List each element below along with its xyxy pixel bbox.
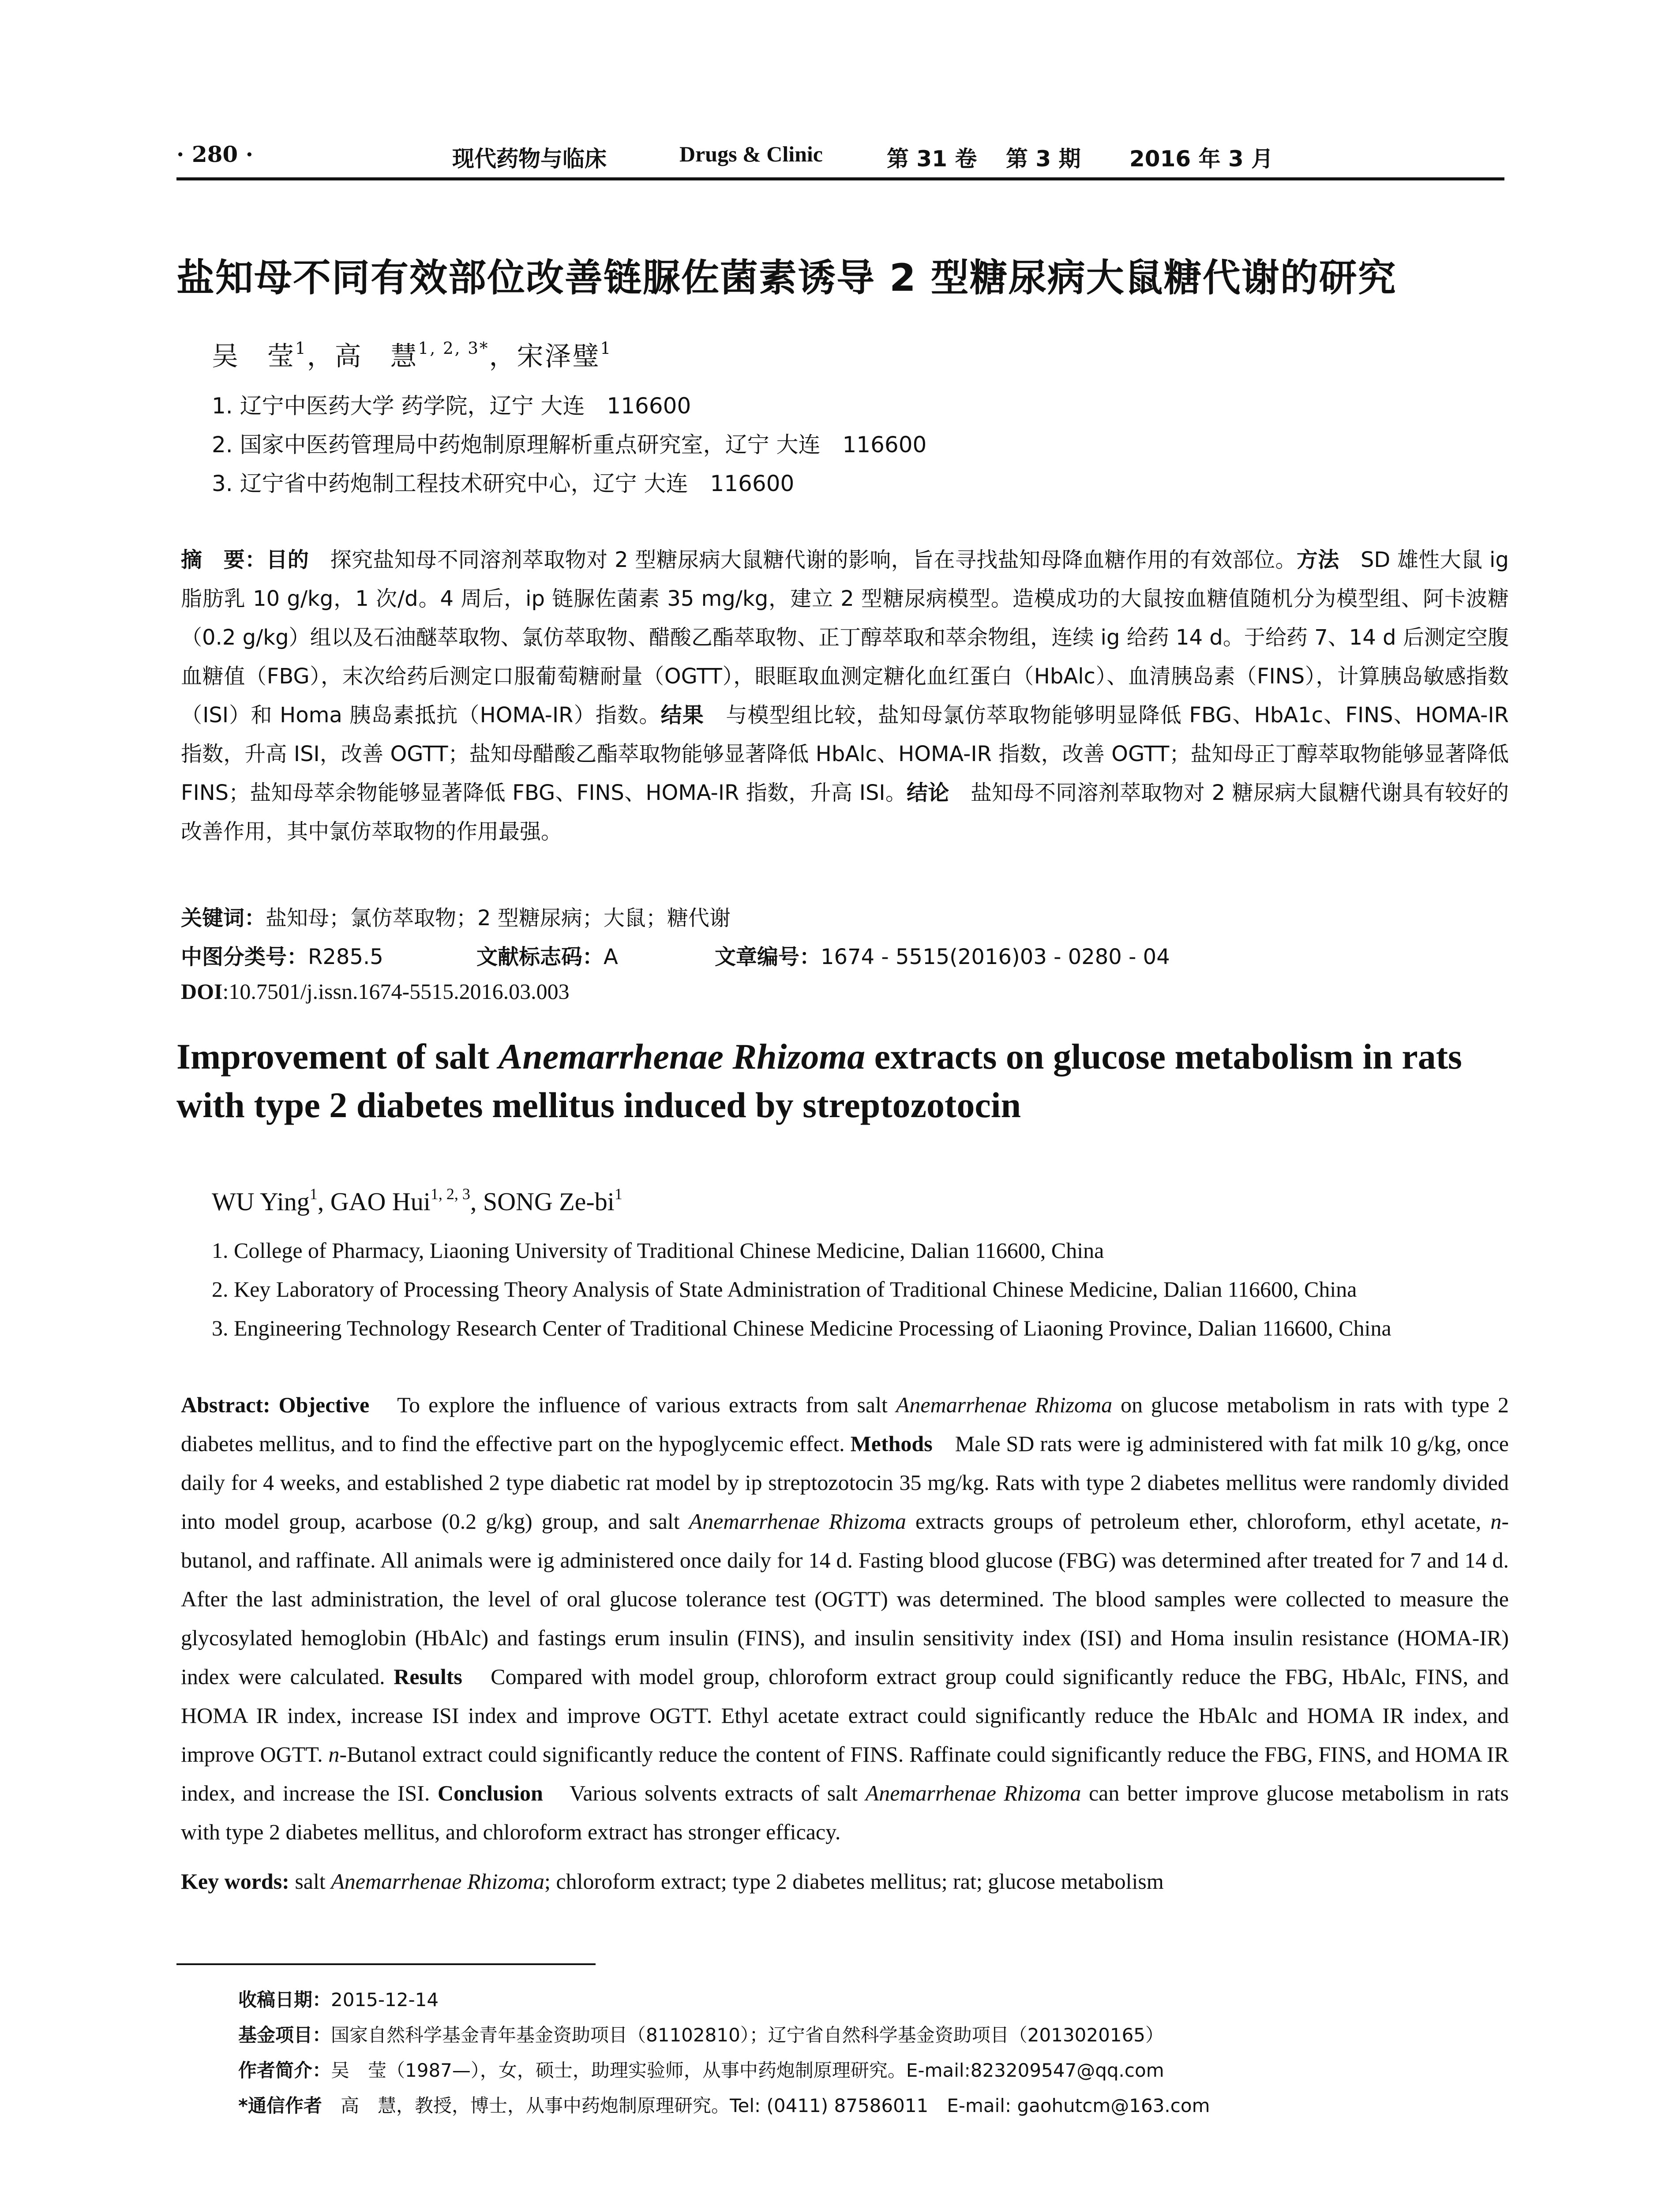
results-text: Compared with model group, chloroform extract group could significantly reduce the FBG, HbAlc, FINS, and HOMA IR index, increase ISI index and improve OGTT. Ethyl acetate extract could significantly reduce the HbAlc and HOMA IR index, and improve OGTT.: [181, 1664, 1509, 1767]
results-text: 与模型组比较，盐知母氯仿萃取物能够明显降低 FBG、HbA1c、FINS、HOMA-IR 指数，升高 ISI，改善 OGTT；盐知母醋酸乙酯萃取物能够显著降低 HbAlc、HOMA-IR 指数，改善 OGTT；盐知母正丁醇萃取物能够显著降低 FINS；盐知母萃余物能够显著降低 FBG、FINS、HOMA-IR 指数，升高 ISI。: [181, 703, 1509, 805]
doi-line: [181, 979, 570, 1004]
conclusion-text: Various solvents extracts of salt: [543, 1781, 866, 1805]
species-italic: Anemarrhenae Rhizoma: [331, 1869, 544, 1894]
affiliation-en: 3. Engineering Technology Research Center of Traditional Chinese Medicine Processing of Liaoning Province, Dalian 116600, China: [212, 1316, 1391, 1340]
clc-value: R285.5: [308, 945, 383, 969]
species-italic: Anemarrhenae Rhizoma: [865, 1781, 1081, 1805]
author-name: , GAO Hui: [317, 1187, 431, 1216]
page-number: · 280 ·: [176, 141, 253, 167]
author-name: 高 慧: [334, 341, 418, 372]
conclusion-label: 结论: [907, 780, 949, 805]
author-affiliation-mark: 1: [600, 338, 612, 358]
keywords-text: 盐知母；氯仿萃取物；2 型糖尿病；大鼠；糖代谢: [266, 906, 731, 930]
issue: 第 3 期: [1006, 146, 1081, 172]
footnote-rule: [176, 1963, 596, 1965]
corresponding-author: [238, 2091, 1210, 2118]
results-label: 结果: [660, 703, 705, 728]
fund-note: [238, 2021, 1164, 2047]
doi-value: :10.7501/j.issn.1674-5515.2016.03.003: [222, 979, 570, 1004]
corresponding-label: *通信作者: [238, 2095, 322, 2116]
conclusion-label: Conclusion: [437, 1781, 543, 1805]
n-italic: n: [1490, 1509, 1502, 1534]
results-label: Results: [394, 1664, 462, 1689]
objective-text: on glucose metabolism in rats with type 2 diabetes mellitus, and to find the effective part on the hypoglycemic effect.: [181, 1392, 1509, 1456]
fund-label: 基金项目：: [238, 2024, 331, 2046]
article-title-en: [176, 1032, 1513, 1129]
objective-label: 目的: [266, 548, 309, 572]
author-bio: [238, 2056, 1164, 2082]
abstract-objective-label: Abstract: Objective: [181, 1392, 370, 1417]
received-date: [238, 1985, 439, 2012]
keywords-cn: [181, 901, 731, 931]
affiliation-en: 2. Key Laboratory of Processing Theory Analysis of State Administration of Traditional Chinese Medicine, Dalian 116600, China: [212, 1277, 1357, 1302]
author-bio-label: 作者简介：: [238, 2060, 331, 2081]
title-text: Improvement of salt: [176, 1036, 499, 1077]
clc-label: 中图分类号：: [181, 945, 308, 969]
methods-text: -butanol, and raffinate. All animals were ig administered once daily for 14 d. Fasting blood glucose (FBG) was determined after treated for 7 and 14 d. After the last administration, the level of oral glucose tolerance test (OGTT) was determined. The blood samples were collected to measure the glycosylated hemoglobin (HbAlc) and fastings erum insulin (FINS), and insulin sensitivity index (ISI) and Homa insulin resistance (HOMA-IR) index were calculated.: [181, 1509, 1509, 1689]
doc-code-value: A: [604, 945, 618, 969]
title-species-italic: Anemarrhenae Rhizoma: [498, 1036, 866, 1077]
author-affiliation-mark: 1: [614, 1185, 622, 1203]
abstract-en: [181, 1385, 1509, 1851]
classification-line: [181, 940, 383, 970]
n-italic: n: [328, 1742, 340, 1767]
journal-name-cn: 现代药物与临床: [452, 146, 607, 172]
keywords-text: ; chloroform extract; type 2 diabetes mellitus; rat; glucose metabolism: [544, 1869, 1164, 1894]
fund-value: 国家自然科学基金青年基金资助项目（81102810）；辽宁省自然科学基金资助项目（2013020165）: [331, 2024, 1164, 2046]
keywords-label: 关键词：: [181, 906, 266, 930]
methods-text: Male SD rats were ig administered with fat milk 10 g/kg, once daily for 4 weeks, and established 2 type diabetic rat model by ip streptozotocin 35 mg/kg. Rats with type 2 diabetes mellitus were randomly divided into model group, acarbose (0.2 g/kg) group, and salt: [181, 1431, 1509, 1534]
methods-label: 方法: [1296, 548, 1339, 572]
keywords-label: Key words:: [181, 1869, 289, 1894]
abstract-label: 摘 要：: [181, 548, 266, 572]
received-label: 收稿日期：: [238, 1989, 331, 2011]
methods-text: SD 雄性大鼠 ig 脂肪乳 10 g/kg，1 次/d。4 周后，ip 链脲佐菌素 35 mg/kg，建立 2 型糖尿病模型。造模成功的大鼠按血糖值随机分为模型组、阿卡波糖（0.2 g/kg）组以及石油醚萃取物、氯仿萃取物、醋酸乙酯萃取物、正丁醇萃取和萃余物组，连续 ig 给药 14 d。于给药 7、14 d 后测定空腹血糖值（FBG），末次给药后测定口服葡萄糖耐量（OGTT），眼眶取血测定糖化血红蛋白（HbAlc）、血清胰岛素（FINS），计算胰岛敏感指数（ISI）和 Homa 胰岛素抵抗（HOMA-IR）指数。: [181, 548, 1509, 728]
doc-code-line: [476, 940, 618, 970]
conclusion-text: 盐知母不同溶剂萃取物对 2 糖尿病大鼠糖代谢具有较好的改善作用，其中氯仿萃取物的作用最强。: [181, 780, 1509, 844]
author-name: 吴 莹: [212, 341, 295, 372]
objective-text: 探究盐知母不同溶剂萃取物对 2 型糖尿病大鼠糖代谢的影响，旨在寻找盐知母降血糖作用的有效部位。: [309, 548, 1297, 572]
author-name: , SONG Ze-bi: [470, 1187, 615, 1216]
doi-label: DOI: [181, 979, 223, 1004]
issue-date: 2016 年 3 月: [1129, 146, 1274, 172]
author-list-en: [212, 1187, 622, 1216]
author-list-cn: 吴 莹$^1$，高 慧$^{1, 2, 3*}$，宋泽璧$^1$: [212, 338, 612, 372]
abstract-cn: [181, 540, 1509, 851]
corresponding-value: 高 慧，教授，博士，从事中药炮制原理研究。Tel: (0411) 87586011 E-mail: gaohutcm@163.com: [322, 2095, 1210, 2116]
author-bio-value: 吴 莹（1987—），女，硕士，助理实验师，从事中药炮制原理研究。E-mail:823209547@qq.com: [331, 2060, 1164, 2081]
author-name: WU Ying: [212, 1187, 310, 1216]
species-italic: Anemarrhenae Rhizoma: [896, 1392, 1113, 1417]
keywords-en: [181, 1862, 1509, 1901]
author-name: 宋泽璧: [517, 341, 600, 372]
author-affiliation-mark: 1: [295, 338, 307, 358]
affiliation-en: 1. College of Pharmacy, Liaoning University of Traditional Chinese Medicine, Dalian 116600, China: [212, 1238, 1104, 1263]
methods-text: extracts groups of petroleum ether, chloroform, ethyl acetate,: [906, 1509, 1491, 1534]
doc-code-label: 文献标志码：: [476, 945, 604, 969]
author-affiliation-mark: 1, 2, 3*: [418, 338, 489, 358]
received-value: 2015-12-14: [331, 1989, 439, 2011]
keywords-text: salt: [289, 1869, 331, 1894]
journal-name-en: Drugs & Clinic: [679, 142, 823, 166]
species-italic: Anemarrhenae Rhizoma: [689, 1509, 906, 1534]
title-text: extracts on glucose metabolism in rats with type 2 diabetes mellitus induced by streptozotocin: [176, 1036, 1462, 1125]
affiliation-cn: 3. 辽宁省中药炮制工程技术研究中心，辽宁 大连 116600: [212, 471, 795, 496]
article-title-cn: 盐知母不同有效部位改善链脲佐菌素诱导 2 型糖尿病大鼠糖代谢的研究: [176, 256, 1397, 300]
conclusion-text: can better improve glucose metabolism in rats with type 2 diabetes mellitus, and chloroform extract has stronger efficacy.: [181, 1781, 1509, 1844]
author-affiliation-mark: 1: [309, 1185, 318, 1203]
affiliation-cn: 2. 国家中医药管理局中药炮制原理解析重点研究室，辽宁 大连 116600: [212, 432, 927, 458]
article-number-line: [715, 940, 1170, 970]
article-number-label: 文章编号：: [715, 945, 821, 969]
article-number-value: 1674 - 5515(2016)03 - 0280 - 04: [821, 945, 1170, 969]
objective-text: To explore the influence of various extracts from salt: [369, 1392, 896, 1417]
volume: 第 31 卷: [887, 146, 977, 172]
results-text: -Butanol extract could significantly reduce the content of FINS. Raffinate could significantly reduce the FBG, FINS, and HOMA IR index, and increase the ISI.: [181, 1742, 1509, 1805]
author-affiliation-mark: 1, 2, 3: [430, 1185, 470, 1203]
methods-label: Methods: [850, 1431, 933, 1456]
header-rule: [176, 177, 1504, 180]
affiliation-cn: 1. 辽宁中医药大学 药学院，辽宁 大连 116600: [212, 393, 691, 419]
